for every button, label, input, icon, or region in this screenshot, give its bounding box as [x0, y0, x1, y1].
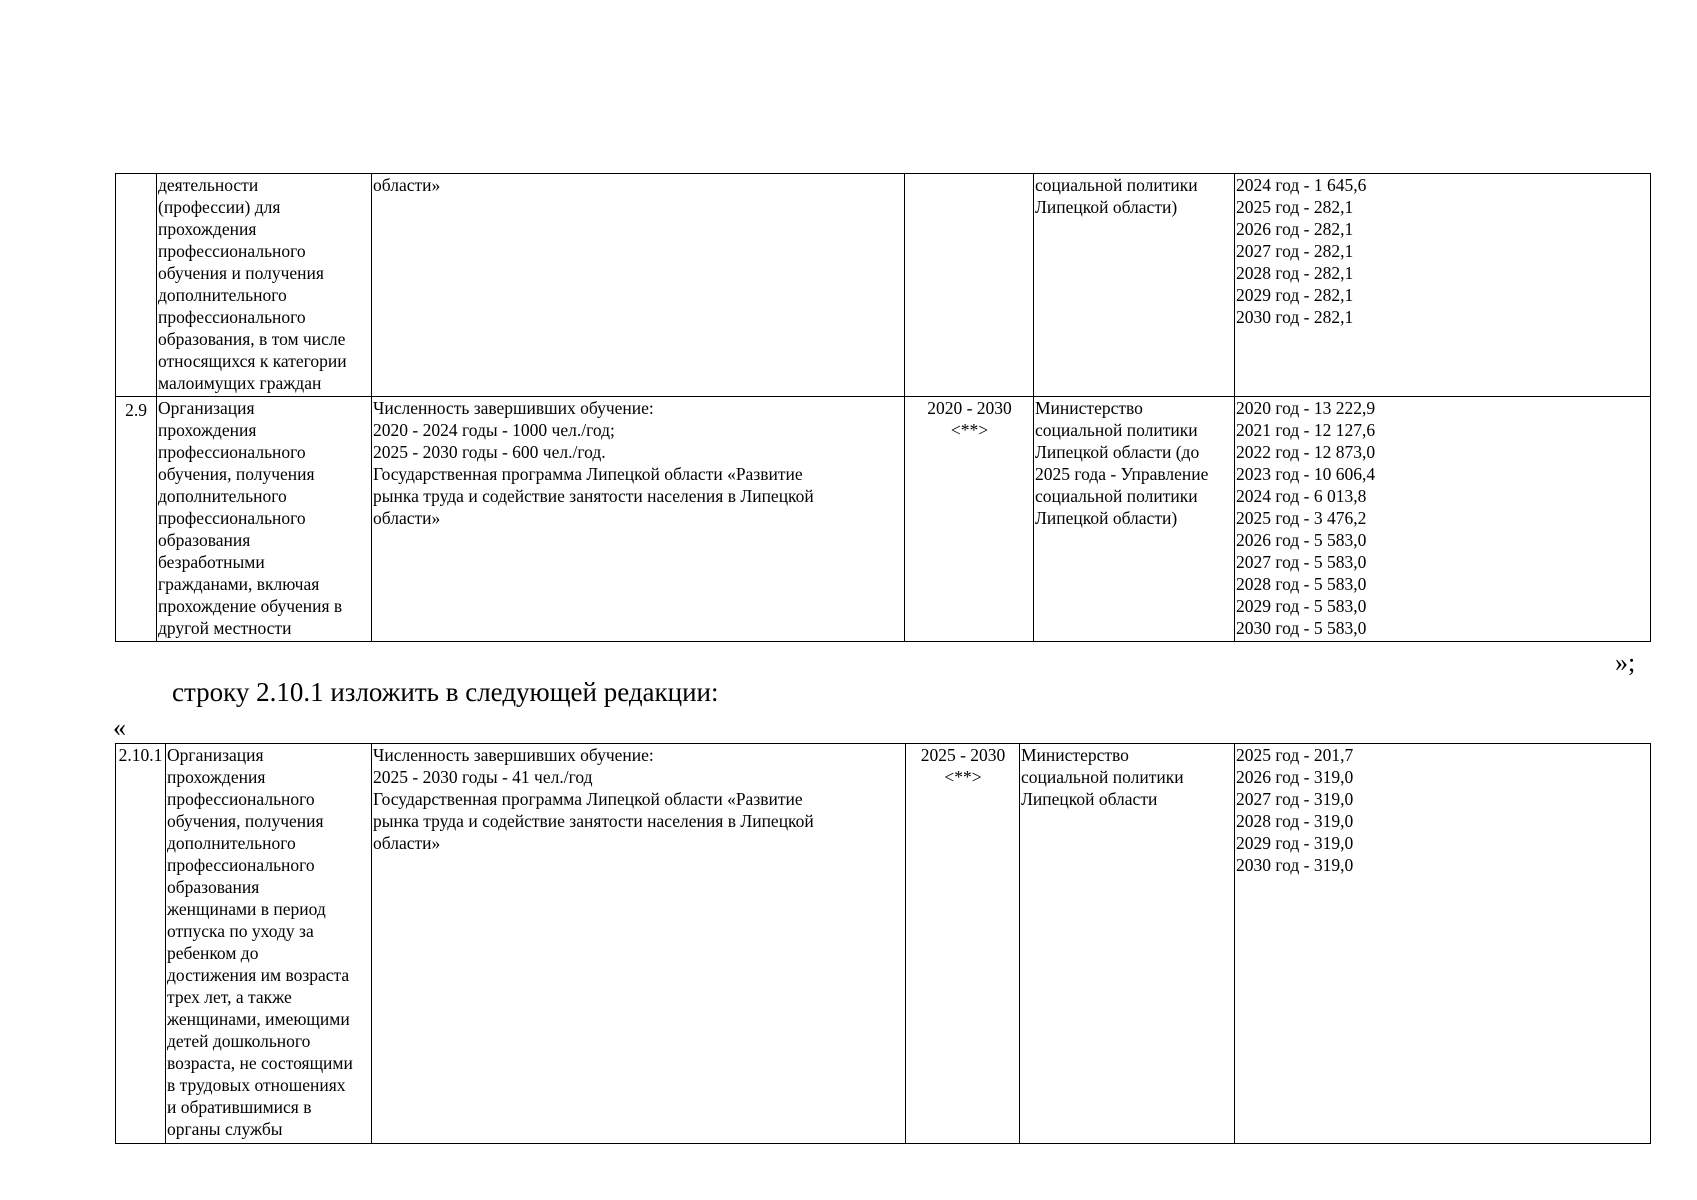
cell-text-line: рынка труда и содействие занятости населения в Липецкой	[373, 811, 814, 831]
funding-cell	[1235, 744, 1651, 1144]
activity-name-cell	[157, 174, 372, 397]
cell-text-line: гражданами, включая	[158, 574, 320, 594]
cell-text-line: <**>	[944, 767, 982, 787]
cell-text-line: 2025 год - 201,7	[1236, 745, 1354, 765]
cell-text-line: и обратившимися в	[167, 1097, 312, 1117]
cell-text-line: Министерство	[1021, 745, 1129, 765]
cell-text-line: малоимущих граждан	[158, 373, 322, 393]
cell-text-line: обучения и получения	[158, 263, 324, 283]
amendment-instruction: строку 2.10.1 изложить в следующей редакции:	[172, 677, 719, 707]
cell-text-line: безработными	[158, 552, 265, 572]
cell-text-line: прохождение обучения в	[158, 596, 343, 616]
cell-text-line: профессионального	[158, 241, 306, 261]
cell-text-line: 2020 - 2024 годы - 1000 чел./год;	[373, 420, 615, 440]
cell-text-line: (профессии) для	[158, 197, 281, 217]
cell-text-line: прохождения	[167, 767, 266, 787]
activity-name-cell	[157, 397, 372, 642]
program-table-amended	[115, 743, 1651, 1144]
cell-text-line: 2030 год - 282,1	[1236, 307, 1354, 327]
cell-text-line: обучения, получения	[158, 464, 315, 484]
cell-text-line: 2029 год - 319,0	[1236, 833, 1354, 853]
table-row	[116, 174, 1651, 397]
cell-text-line: профессионального	[158, 508, 306, 528]
program-table-continued	[115, 173, 1651, 642]
cell-text-line: 2020 - 2030	[927, 398, 1012, 418]
cell-text-line: профессионального	[167, 855, 315, 875]
row-number-cell	[116, 174, 157, 397]
cell-text-line: 2026 год - 282,1	[1236, 219, 1354, 239]
cell-text-line: 2025 - 2030 годы - 600 чел./год.	[373, 442, 606, 462]
cell-text-line: социальной политики	[1035, 420, 1198, 440]
closing-quote-mark: »;	[1615, 648, 1636, 677]
cell-text-line: 2027 год - 5 583,0	[1236, 552, 1367, 572]
cell-text-line: 2022 год - 12 873,0	[1236, 442, 1376, 462]
cell-text-line: социальной политики	[1035, 486, 1198, 506]
cell-text-line: 2025 года - Управление	[1035, 464, 1209, 484]
cell-text-line: 2024 год - 1 645,6	[1236, 175, 1367, 195]
cell-text-line: 2020 год - 13 222,9	[1236, 398, 1376, 418]
cell-text-line: социальной политики	[1035, 175, 1198, 195]
cell-text-line: трех лет, а также	[167, 987, 292, 1007]
cell-text-line: Численность завершивших обучение:	[373, 745, 654, 765]
cell-text-line: 2026 год - 319,0	[1236, 767, 1354, 787]
period-cell	[905, 174, 1034, 397]
cell-text-line: 2028 год - 282,1	[1236, 263, 1354, 283]
cell-text-line: 2029 год - 282,1	[1236, 285, 1354, 305]
cell-text-line: Численность завершивших обучение:	[373, 398, 654, 418]
cell-text-line: Липецкой области (до	[1035, 442, 1200, 462]
cell-text-line: 2030 год - 5 583,0	[1236, 618, 1367, 638]
indicator-cell	[372, 744, 906, 1144]
cell-text-line: 2025 - 2030 годы - 41 чел./год	[373, 767, 593, 787]
cell-text-line: Липецкой области	[1021, 789, 1158, 809]
cell-text-line: области»	[373, 175, 441, 195]
cell-text-line: женщинами, имеющими	[167, 1009, 350, 1029]
cell-text-line: другой местности	[158, 618, 292, 638]
cell-text-line: 2025 год - 282,1	[1236, 197, 1354, 217]
cell-text-line: 2023 год - 10 606,4	[1236, 464, 1376, 484]
cell-text-line: дополнительного	[167, 833, 296, 853]
cell-text-line: 2029 год - 5 583,0	[1236, 596, 1367, 616]
cell-text-line: в трудовых отношениях	[167, 1075, 346, 1095]
cell-text-line: рынка труда и содействие занятости населения в Липецкой	[373, 486, 814, 506]
cell-text-line: деятельности	[158, 175, 259, 195]
period-cell	[906, 744, 1020, 1144]
cell-text-line: образования, в том числе	[158, 329, 346, 349]
cell-text-line: области»	[373, 508, 441, 528]
cell-text-line: дополнительного	[158, 285, 287, 305]
activity-name-cell	[166, 744, 372, 1144]
cell-text-line: образования	[158, 530, 251, 550]
period-cell	[905, 397, 1034, 642]
cell-text-line: 2021 год - 12 127,6	[1236, 420, 1376, 440]
cell-text-line: Государственная программа Липецкой области «Развитие	[373, 789, 803, 809]
table-row	[116, 397, 1651, 642]
cell-text-line: 2026 год - 5 583,0	[1236, 530, 1367, 550]
funding-cell	[1235, 397, 1651, 642]
cell-text-line: 2024 год - 6 013,8	[1236, 486, 1367, 506]
row-number-cell: 2.9	[116, 397, 157, 642]
cell-text-line: профессионального	[158, 307, 306, 327]
cell-text-line: Организация	[167, 745, 264, 765]
cell-text-line: 2025 год - 3 476,2	[1236, 508, 1367, 528]
cell-text-line: детей дошкольного	[167, 1031, 311, 1051]
indicator-cell	[372, 397, 905, 642]
cell-text-line: Министерство	[1035, 398, 1143, 418]
cell-text-line: профессионального	[158, 442, 306, 462]
cell-text-line: прохождения	[158, 219, 257, 239]
cell-text-line: ребенком до	[167, 943, 259, 963]
cell-text-line: женщинами в период	[167, 899, 326, 919]
cell-text-line: Государственная программа Липецкой области «Развитие	[373, 464, 803, 484]
cell-text-line: прохождения	[158, 420, 257, 440]
indicator-cell	[372, 174, 905, 397]
opening-quote-mark: «	[113, 713, 126, 742]
table-row	[116, 744, 1651, 1144]
executor-cell	[1020, 744, 1235, 1144]
cell-text-line: возраста, не состоящими	[167, 1053, 353, 1073]
cell-text-line: <**>	[950, 420, 989, 440]
cell-text-line: 2027 год - 282,1	[1236, 241, 1354, 261]
cell-text-line: социальной политики	[1021, 767, 1184, 787]
cell-text-line: органы службы	[167, 1119, 283, 1139]
cell-text-line: образования	[167, 877, 260, 897]
cell-text-line: профессионального	[167, 789, 315, 809]
cell-text-line: 2028 год - 319,0	[1236, 811, 1354, 831]
executor-cell	[1034, 397, 1235, 642]
cell-text-line: Липецкой области)	[1035, 197, 1178, 217]
cell-text-line: области»	[373, 833, 441, 853]
cell-text-line: достижения им возраста	[167, 965, 350, 985]
cell-text-line: обучения, получения	[167, 811, 324, 831]
funding-cell	[1235, 174, 1651, 397]
cell-text-line: 2030 год - 319,0	[1236, 855, 1354, 875]
cell-text-line: 2027 год - 319,0	[1236, 789, 1354, 809]
cell-text-line: дополнительного	[158, 486, 287, 506]
cell-text-line: Липецкой области)	[1035, 508, 1178, 528]
executor-cell	[1034, 174, 1235, 397]
cell-text-line: относящихся к категории	[158, 351, 347, 371]
cell-text-line: 2028 год - 5 583,0	[1236, 574, 1367, 594]
cell-text-line: 2025 - 2030	[920, 745, 1006, 765]
cell-text-line: Организация	[158, 398, 255, 418]
cell-text-line: отпуска по уходу за	[167, 921, 314, 941]
row-number-cell: 2.10.1	[116, 744, 166, 1144]
